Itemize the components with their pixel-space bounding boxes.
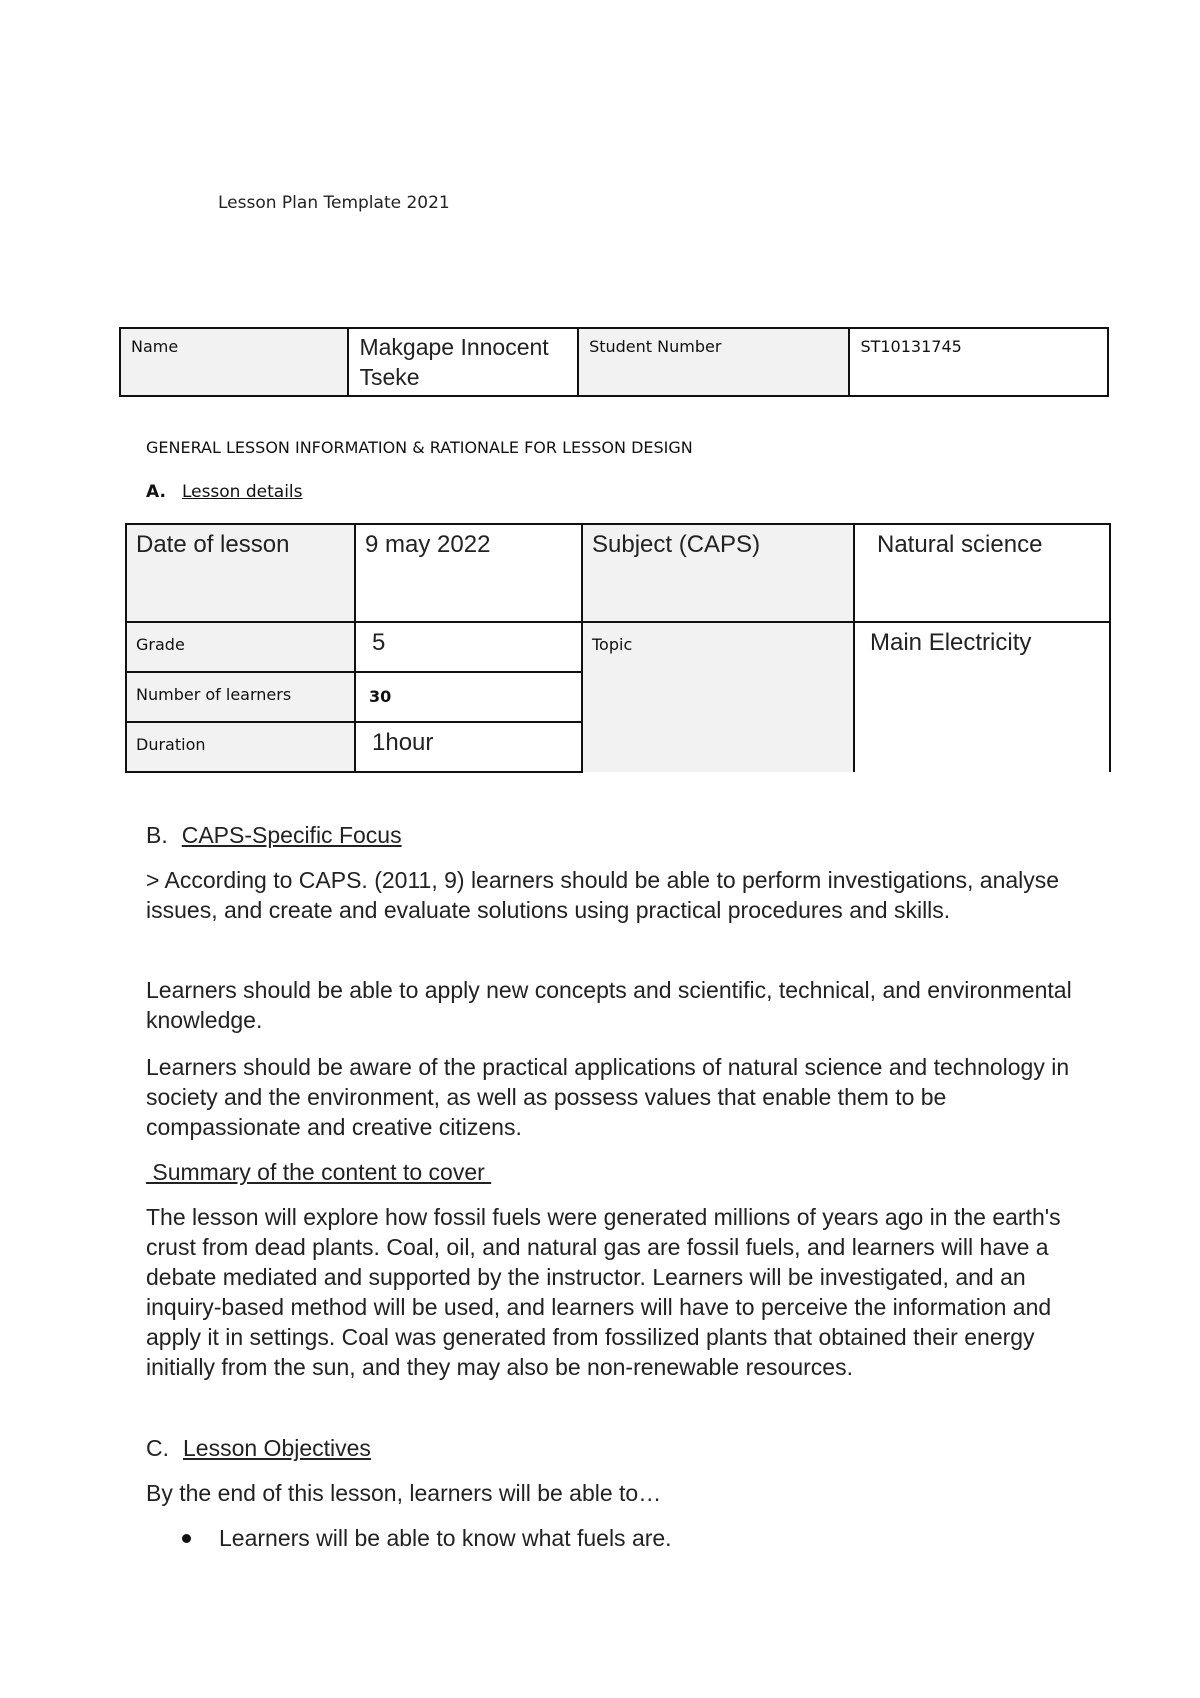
identity-table <box>119 327 1109 397</box>
name-value-cell <box>348 328 578 396</box>
topic-value: Main Electricity <box>870 629 1032 656</box>
caps-paragraph-3: Learners should be aware of the practical applications of natural science and technology in society and the environment, as well as possess values that enable them to be compassionate and creative citizens. <box>146 1054 1070 1140</box>
grade-label: Grade <box>136 635 185 654</box>
student-number-value: ST10131745 <box>860 337 962 356</box>
section-c-heading <box>146 1433 1076 1463</box>
student-number-label: Student Number <box>589 337 722 356</box>
name-label: Name <box>131 337 179 356</box>
caps-paragraph-1: > According to CAPS. (2011, 9) learners should be able to perform investigations, analyse issues, and create and evaluate solutions using practical procedures and skills. <box>146 867 1060 923</box>
name-value-line1: Makgape Innocent <box>359 334 549 360</box>
grade-value-cell <box>355 622 582 672</box>
details-row-date-subject <box>126 524 1110 622</box>
section-b-heading <box>146 820 1076 850</box>
subject-label: Subject (CAPS) <box>592 531 761 558</box>
lesson-details-table <box>125 523 1111 773</box>
date-label: Date of lesson <box>136 531 290 558</box>
details-row-grade <box>126 622 1110 672</box>
objective-text: Learners will be able to know what fuels are. <box>219 1525 672 1551</box>
caps-paragraph-2: Learners should be able to apply new concepts and scientific, technical, and environmental knowledge. <box>146 977 1072 1033</box>
date-value-cell <box>355 524 582 622</box>
name-label-cell <box>120 328 348 396</box>
subject-label-cell <box>582 524 854 622</box>
grade-label-cell <box>126 622 355 672</box>
topic-label-cell <box>582 622 854 772</box>
learners-value-cell <box>355 672 582 722</box>
identity-row <box>120 328 1108 396</box>
section-a-letter: A. <box>146 482 166 502</box>
bullet-dot-icon <box>182 1534 191 1543</box>
subject-value: Natural science <box>877 531 1043 558</box>
topic-value-cell <box>854 622 1110 772</box>
objectives-intro: By the end of this lesson, learners will be able to… <box>146 1480 662 1506</box>
summary-paragraph: The lesson will explore how fossil fuels were generated millions of years ago in the earth's crust from dead plants. Coal, oil, and natural gas are fossil fuels, and learners will have a debate mediated and supported by the instructor. Learners will be investigated, and an inquiry-based method will be used, and learners will have to perceive the information and apply it in settings. Coal was generated from fossilized plants that obtained their energy initially from the sun, and they may also be non-renewable resources. <box>146 1204 1061 1380</box>
section-c-letter: C. <box>146 1435 169 1461</box>
objectives-list <box>146 1523 672 1553</box>
summary-heading <box>146 1157 1076 1187</box>
topic-label: Topic <box>592 635 633 654</box>
section-c-title: Lesson Objectives <box>183 1435 371 1461</box>
list-item <box>146 1523 672 1553</box>
summary-heading-text: Summary of the content to cover <box>146 1159 492 1185</box>
subject-value-cell <box>854 524 1110 622</box>
grade-value: 5 <box>372 629 386 656</box>
document-title: Lesson Plan Template 2021 <box>218 193 450 213</box>
general-heading: GENERAL LESSON INFORMATION & RATIONALE FOR LESSON DESIGN <box>146 438 693 457</box>
section-b-title: CAPS-Specific Focus <box>181 822 402 848</box>
date-value: 9 may 2022 <box>365 531 491 558</box>
duration-label-cell <box>126 722 355 772</box>
student-number-label-cell <box>578 328 849 396</box>
section-b-letter: B. <box>146 822 168 848</box>
section-a-title: Lesson details <box>181 482 303 502</box>
date-label-cell <box>126 524 355 622</box>
learners-label: Number of learners <box>136 685 292 704</box>
learners-value: 30 <box>369 687 392 706</box>
section-a-heading <box>146 482 303 502</box>
learners-label-cell <box>126 672 355 722</box>
name-value-line2: Tseke <box>359 364 420 390</box>
student-number-value-cell <box>849 328 1108 396</box>
duration-value: 1hour <box>372 729 434 756</box>
duration-value-cell <box>355 722 582 772</box>
duration-label: Duration <box>136 735 206 754</box>
